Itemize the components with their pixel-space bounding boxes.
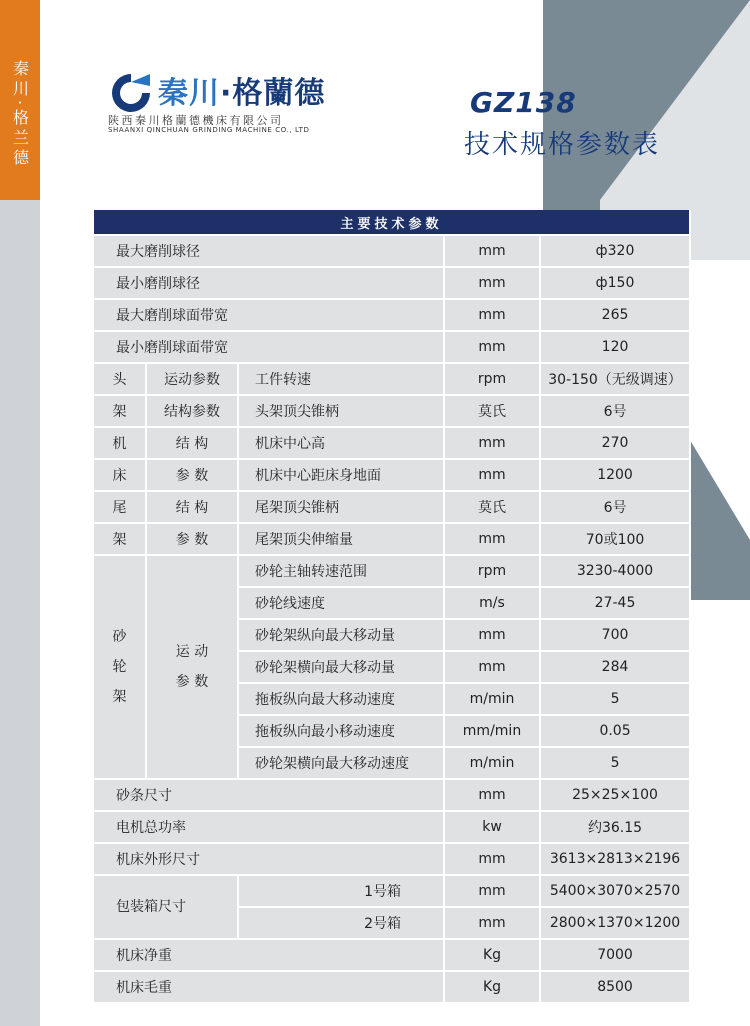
param-value: 3230-4000 <box>540 555 690 587</box>
table-row <box>94 491 690 523</box>
param-unit: m/min <box>444 683 540 715</box>
param-unit: mm <box>444 267 540 299</box>
param-unit: mm <box>444 427 540 459</box>
param-unit: mm <box>444 651 540 683</box>
param-name: 机床外形尺寸 <box>94 843 444 875</box>
param-unit: 莫氏 <box>444 491 540 523</box>
param-value: 70或100 <box>540 523 690 555</box>
logo-name-part2: ·格蘭德 <box>220 76 326 111</box>
param-name: 机床中心高 <box>238 427 444 459</box>
param-unit: mm <box>444 843 540 875</box>
spec-table <box>94 210 691 1004</box>
group-label-bed-bottom: 床 <box>94 459 146 491</box>
param-name: 最大磨削球径 <box>94 235 444 267</box>
param-unit: 莫氏 <box>444 395 540 427</box>
param-value: 700 <box>540 619 690 651</box>
table-row <box>94 363 690 395</box>
param-unit: mm <box>444 523 540 555</box>
table-row <box>94 427 690 459</box>
table-row <box>94 267 690 299</box>
group-char: 架 <box>112 689 127 705</box>
logo-company-en: SHAANXI QINCHUAN GRINDING MACHINE CO., LTD <box>108 126 310 134</box>
sub-label-bottom: 参 数 <box>146 523 238 555</box>
side-tab <box>0 0 40 200</box>
param-name: 机床中心距床身地面 <box>238 459 444 491</box>
group-label-headstock-top: 头 <box>94 363 146 395</box>
page-subtitle: 技术规格参数表 <box>464 130 661 160</box>
param-name: 包装箱尺寸 <box>94 875 238 939</box>
param-name: 拖板纵向最小移动速度 <box>238 715 444 747</box>
group-char: 轮 <box>112 659 127 675</box>
logo-company-cn: 陕西秦川格蘭德機床有限公司 <box>108 114 284 127</box>
group-label-bed-top: 机 <box>94 427 146 459</box>
param-value: 3613×2813×2196 <box>540 843 690 875</box>
param-value: 265 <box>540 299 690 331</box>
table-row <box>94 299 690 331</box>
param-name: 最小磨削球面带宽 <box>94 331 444 363</box>
group-char: 砂 <box>112 629 127 645</box>
param-unit: mm <box>444 619 540 651</box>
param-name: 砂轮架横向最大移动速度 <box>238 747 444 779</box>
param-value: 284 <box>540 651 690 683</box>
param-unit: mm <box>444 875 540 907</box>
box-label: 2号箱 <box>238 907 444 939</box>
logo-name-part1: 秦川 <box>158 76 220 111</box>
param-value: 5 <box>540 747 690 779</box>
sub-label-top: 结 构 <box>146 427 238 459</box>
param-name: 机床毛重 <box>94 971 444 1003</box>
param-unit: mm <box>444 459 540 491</box>
param-unit: mm <box>444 299 540 331</box>
sub-label: 运动参数 <box>146 363 238 395</box>
param-value: 6号 <box>540 491 690 523</box>
table-row <box>94 235 690 267</box>
company-logo <box>108 70 338 134</box>
param-name: 尾架顶尖伸缩量 <box>238 523 444 555</box>
param-value: 8500 <box>540 971 690 1003</box>
param-unit: rpm <box>444 555 540 587</box>
param-name: 尾架顶尖锥柄 <box>238 491 444 523</box>
table-title: 主要技术参数 <box>94 210 690 235</box>
table-row <box>94 875 690 907</box>
param-unit: m/min <box>444 747 540 779</box>
param-unit: Kg <box>444 971 540 1003</box>
table-row <box>94 939 690 971</box>
sub-label-top: 结 构 <box>146 491 238 523</box>
param-value: 27-45 <box>540 587 690 619</box>
param-unit: mm/min <box>444 715 540 747</box>
group-label-wheelhead <box>94 555 146 779</box>
param-value: 约36.15 <box>540 811 690 843</box>
param-name: 最小磨削球径 <box>94 267 444 299</box>
table-row <box>94 843 690 875</box>
param-value: 6号 <box>540 395 690 427</box>
table-row <box>94 555 690 587</box>
sub-label-bottom: 参 数 <box>175 674 209 690</box>
param-value: 7000 <box>540 939 690 971</box>
param-value: 120 <box>540 331 690 363</box>
logo-name <box>158 68 325 112</box>
param-name: 头架顶尖锥柄 <box>238 395 444 427</box>
table-row <box>94 971 690 1003</box>
param-unit: Kg <box>444 939 540 971</box>
param-value: 25×25×100 <box>540 779 690 811</box>
param-unit: mm <box>444 907 540 939</box>
table-row <box>94 459 690 491</box>
table-row <box>94 331 690 363</box>
param-unit: m/s <box>444 587 540 619</box>
param-name: 电机总功率 <box>94 811 444 843</box>
sub-label-top: 运 动 <box>175 644 209 660</box>
logo-mark-icon <box>108 70 154 116</box>
param-value: 5400×3070×2570 <box>540 875 690 907</box>
param-name: 工件转速 <box>238 363 444 395</box>
sub-label-bottom: 参 数 <box>146 459 238 491</box>
group-label-tailstock-bottom: 架 <box>94 523 146 555</box>
model-number: GZ138 <box>470 86 577 119</box>
param-value: 0.05 <box>540 715 690 747</box>
param-unit: rpm <box>444 363 540 395</box>
param-unit: mm <box>444 331 540 363</box>
param-value: 5 <box>540 683 690 715</box>
table-row <box>94 395 690 427</box>
param-unit: kw <box>444 811 540 843</box>
param-name: 机床净重 <box>94 939 444 971</box>
sub-label-wheelhead <box>146 555 238 779</box>
box-label: 1号箱 <box>238 875 444 907</box>
group-label-tailstock-top: 尾 <box>94 491 146 523</box>
param-name: 砂轮架横向最大移动量 <box>238 651 444 683</box>
param-name: 砂轮架纵向最大移动量 <box>238 619 444 651</box>
param-value: 2800×1370×1200 <box>540 907 690 939</box>
sub-label: 结构参数 <box>146 395 238 427</box>
param-name: 最大磨削球面带宽 <box>94 299 444 331</box>
param-value: 270 <box>540 427 690 459</box>
param-value: ф320 <box>540 235 690 267</box>
table-row <box>94 523 690 555</box>
param-name: 砂轮线速度 <box>238 587 444 619</box>
param-unit: mm <box>444 779 540 811</box>
param-value: 1200 <box>540 459 690 491</box>
param-value: 30-150（无级调速） <box>540 363 690 395</box>
table-row <box>94 779 690 811</box>
group-label-headstock-bottom: 架 <box>94 395 146 427</box>
param-name: 砂轮主轴转速范围 <box>238 555 444 587</box>
param-name: 拖板纵向最大移动速度 <box>238 683 444 715</box>
table-row <box>94 811 690 843</box>
side-tab-label: 秦川·格兰德 <box>10 60 30 170</box>
param-name: 砂条尺寸 <box>94 779 444 811</box>
table-header-row <box>94 210 690 235</box>
param-unit: mm <box>444 235 540 267</box>
param-value: ф150 <box>540 267 690 299</box>
